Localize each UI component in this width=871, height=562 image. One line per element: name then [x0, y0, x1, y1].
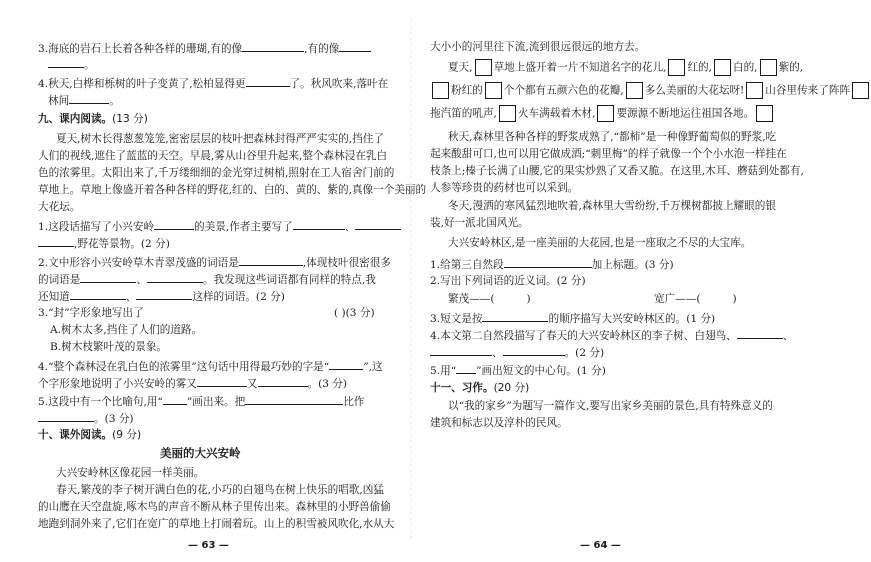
passage-line: 色的浓雾里。太阳出来了,千万缕细细的金光穿过树梢,照射在工人宿舍门前的: [38, 167, 395, 179]
question-10-4-cont: 、 。(2 分): [430, 344, 604, 360]
answer-blank[interactable]: [38, 235, 74, 247]
answer-blank[interactable]: [503, 344, 565, 356]
article-line: 大兴安岭林区,是一座美丽的大花园,也是一座取之不尽的大宝库。: [448, 237, 752, 249]
right-page: [430, 0, 851, 562]
answer-blank[interactable]: [258, 375, 308, 387]
answer-box[interactable]: [668, 59, 685, 76]
section-11-heading: 十一、习作。(20 分): [430, 382, 530, 394]
article-boxed-line: 拖汽笛的吼声, 火车满载着木材, 要源源不断地运往祖国各地。: [430, 105, 775, 122]
answer-blank[interactable]: [197, 375, 247, 387]
article-line: 起来酸甜可口,也可以用它做成酒;“刺里梅”的样子就像一个个小水泡一样挂在: [430, 148, 787, 160]
question-8-4: 4.秋天,白桦和栎树的叶子变黄了,松柏显得更 了。秋风吹来,落叶在: [38, 75, 388, 91]
answer-box[interactable]: [714, 59, 731, 76]
answer-blank[interactable]: [69, 92, 109, 104]
article-line: 秋天,森林里各种各样的野浆成熟了,“都柿”是一种像野葡萄似的野浆,吃: [448, 131, 777, 143]
answer-blank[interactable]: [482, 310, 548, 322]
question-9-5-cont: 。(3 分): [38, 410, 134, 426]
option-b[interactable]: B.树木枝繁叶茂的景象。: [50, 341, 168, 353]
answer-box[interactable]: [485, 82, 502, 99]
section-10-heading: 十、课外阅读。(9 分): [38, 429, 142, 441]
question-10-3: 3.短文是按 的顺序描写大兴安岭林区的。(1 分): [430, 310, 715, 326]
page-number: — 63 —: [188, 540, 229, 551]
article-boxed-line: 夏天, 草地上盛开着一片不知道名字的花儿, 红的, 白的, 紫的,: [448, 59, 803, 76]
passage-line: 大花坛。: [38, 201, 81, 213]
question-9-2-cont: 的词语是 、 。我发现这些词语都有同样的特点,我: [38, 271, 376, 287]
answer-blank[interactable]: [38, 410, 94, 422]
question-9-2: 2.文中形容小兴安岭草木青翠茂盛的词语是 ,体现枝叶很密很多: [38, 254, 391, 270]
question-9-5: 5.这段中有一个比喻句,用“ ”画出来。把 比作: [38, 393, 364, 409]
article-boxed-line: 粉红的 个个都有五颜六色的花瓣, 多么美丽的大花坛呀! 山谷里传来了阵阵: [430, 82, 871, 99]
passage-line: 人们的视线,遮住了蓝蓝的天空。早晨,雾从山谷里升起来,整个森林浸在乳白: [38, 150, 388, 162]
article-line: 大小小的河里往下流,流到很远很远的地方去。: [430, 41, 646, 53]
question-8-3: 3.海底的岩石上长着各种各样的珊瑚,有的像 ,有的像: [38, 40, 371, 56]
answer-blank[interactable]: [430, 344, 492, 356]
question-10-2: 2.写出下列词语的近义词。(2 分): [430, 275, 586, 287]
answer-box[interactable]: [760, 59, 777, 76]
question-10-4: 4.本文第二自然段描写了春天的大兴安岭林区的李子树、白翅鸟、 、: [430, 327, 793, 343]
article-line: 人参等珍贵的药材也可以采到。: [430, 182, 579, 194]
answer-box[interactable]: [626, 82, 643, 99]
article-line: 装,好一派北国风光。: [430, 217, 529, 229]
passage-line: 夏天,树木长得葱葱笼笼,密密层层的枝叶把森林封得严严实实的,挡住了: [56, 133, 384, 145]
writing-prompt-line: 建筑和标志以及淳朴的民风。: [430, 417, 568, 429]
answer-blank[interactable]: [293, 218, 345, 230]
answer-blank[interactable]: [245, 393, 343, 405]
question-9-3-score: ( )(3 分): [334, 307, 375, 319]
answer-blank[interactable]: [246, 75, 290, 87]
answer-blank[interactable]: [355, 218, 401, 230]
answer-blank[interactable]: [48, 56, 84, 68]
question-10-2-b: 宽广——( ): [654, 293, 737, 305]
answer-box[interactable]: [597, 105, 614, 122]
question-10-2-a: 繁茂——( ): [448, 293, 531, 305]
answer-blank[interactable]: [70, 288, 126, 300]
answer-box[interactable]: [746, 82, 763, 99]
question-9-1-cont: ,野花等景物。(2 分): [38, 235, 170, 251]
answer-blank[interactable]: [147, 271, 203, 283]
option-a[interactable]: A.树木太多,挡住了人们的道路。: [50, 324, 203, 336]
question-9-3: 3.“封”字形象地写出了: [38, 307, 144, 319]
answer-blank[interactable]: [737, 327, 783, 339]
page-number: — 64 —: [580, 540, 621, 551]
question-10-5: 5.用“ ”画出短文的中心句。(1 分): [430, 362, 606, 378]
answer-blank[interactable]: [136, 288, 192, 300]
question-8-4-cont: 林间 。: [48, 92, 120, 108]
question-9-4-cont: 个字形象地说明了小兴安岭的雾又 又 。(3 分): [38, 375, 347, 391]
article-title: 美丽的大兴安岭: [160, 446, 241, 460]
answer-blank[interactable]: [329, 358, 363, 370]
answer-blank[interactable]: [239, 254, 303, 266]
answer-box[interactable]: [432, 82, 449, 99]
answer-box[interactable]: [499, 105, 516, 122]
underline-sample: [456, 362, 476, 374]
answer-blank[interactable]: [154, 218, 194, 230]
section-9-heading: 九、课内阅读。(13 分): [38, 113, 148, 125]
answer-blank[interactable]: [339, 40, 371, 52]
passage-line: 草地上。草地上像盛开着各种各样的野花,红的、白的、黄的、紫的,真像一个美丽的: [38, 184, 427, 196]
question-9-2-cont2: 还知道 、 这样的词语。(2 分): [38, 288, 285, 304]
answer-blank[interactable]: [242, 40, 304, 52]
article-line: 大兴安岭林区像花园一样美丽。: [56, 467, 205, 479]
left-page: [38, 0, 427, 562]
answer-blank[interactable]: [80, 271, 136, 283]
answer-box[interactable]: [756, 105, 773, 122]
writing-prompt-line: 以“我的家乡”为题写一篇作文,要写出家乡美丽的景色,具有特殊意义的: [448, 400, 773, 412]
answer-box[interactable]: [852, 82, 869, 99]
article-line: 枝条上;榛子长满了山腰,它的果实炒熟了又香又脆。在这里,木耳、蘑菇到处都有,: [430, 165, 804, 177]
question-9-1: 1.这段话描写了小兴安岭 的美景,作者主要写了 、: [38, 218, 401, 234]
article-line: 的山鹰在天空盘旋,啄木鸟的声音不断从林子里传出来。森林里的小野兽偷偷: [38, 501, 391, 513]
question-9-4: 4.“整个森林浸在乳白色的浓雾里”这句话中用得最巧妙的字是“ ”,这: [38, 358, 383, 374]
article-line: 冬天,漫洒的寒风猛烈地吹着,森林里大雪纷纷,千万棵树都披上耀眼的银: [448, 200, 776, 212]
question-8-3-cont: 。: [48, 56, 95, 72]
article-line: 春天,繁茂的李子树开满白色的花,小巧的白翅鸟在树上快乐的唱歌,凶猛: [56, 484, 384, 496]
answer-blank[interactable]: [504, 256, 592, 268]
article-line: 地跑到洞外来了,它们在宽广的草地上打闹着玩。山上的积雪被风吹化,水从大: [38, 518, 395, 530]
question-10-1: 1.给第三自然段 加上标题。(3 分): [430, 256, 674, 272]
center-fold-divider: [404, 20, 418, 540]
answer-box[interactable]: [475, 59, 492, 76]
underline-sample: [163, 393, 187, 405]
